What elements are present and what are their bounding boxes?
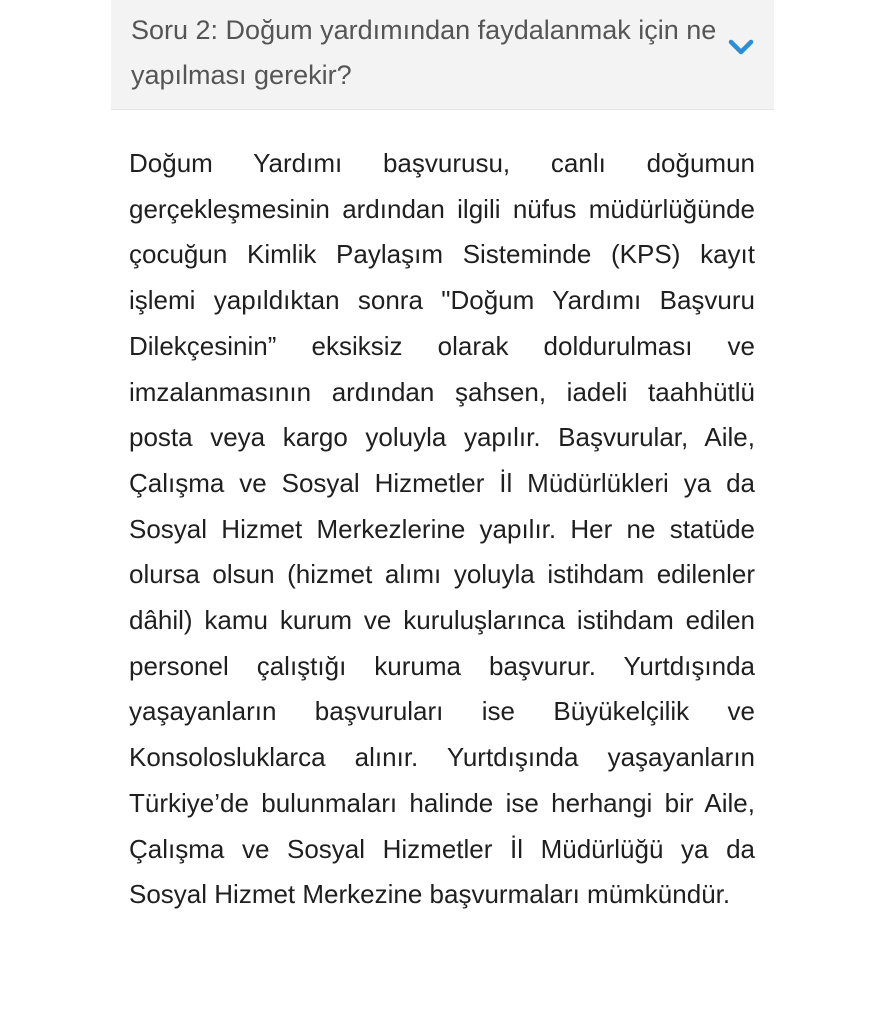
chevron-down-icon[interactable]: [728, 38, 754, 56]
faq-question-header[interactable]: [111, 0, 774, 110]
faq-answer-text: Doğum Yardımı başvurusu, canlı doğumun gerçekleşmesinin ardından ilgili nüfus müdürlüğünde çocuğun Kimlik Paylaşım Sisteminde (KPS) kayıt işlemi yapıldıktan sonra "Doğum Yardımı Başvuru Dilekçesinin” eksiksiz olarak doldurulması ve imzalanmasının ardından şahsen, iadeli taahhütlü posta veya kargo yoluyla yapılır. Başvurular, Aile, Çalışma ve Sosyal Hizmetler İl Müdürlükleri ya da Sosyal Hizmet Merkezlerine yapılır. Her ne statüde olursa olsun (hizmet alımı yoluyla istihdam edilenler dâhil) kamu kurum ve kuruluşlarınca istihdam edilen personel çalıştığı kuruma başvurur. Yurtdışında yaşayanların başvuruları ise Büyükelçilik ve Konsolosluklarca alınır. Yurtdışında yaşayanların Türkiye’de bulunmaları halinde ise herhangi bir Aile, Çalışma ve Sosyal Hizmetler İl Müdürlüğü ya da Sosyal Hizmet Merkezine başvurmaları mümkündür.: [129, 148, 755, 910]
faq-question-text: Soru 2: Doğum yardımından faydalanmak için ne yapılması gerekir?: [131, 15, 717, 90]
